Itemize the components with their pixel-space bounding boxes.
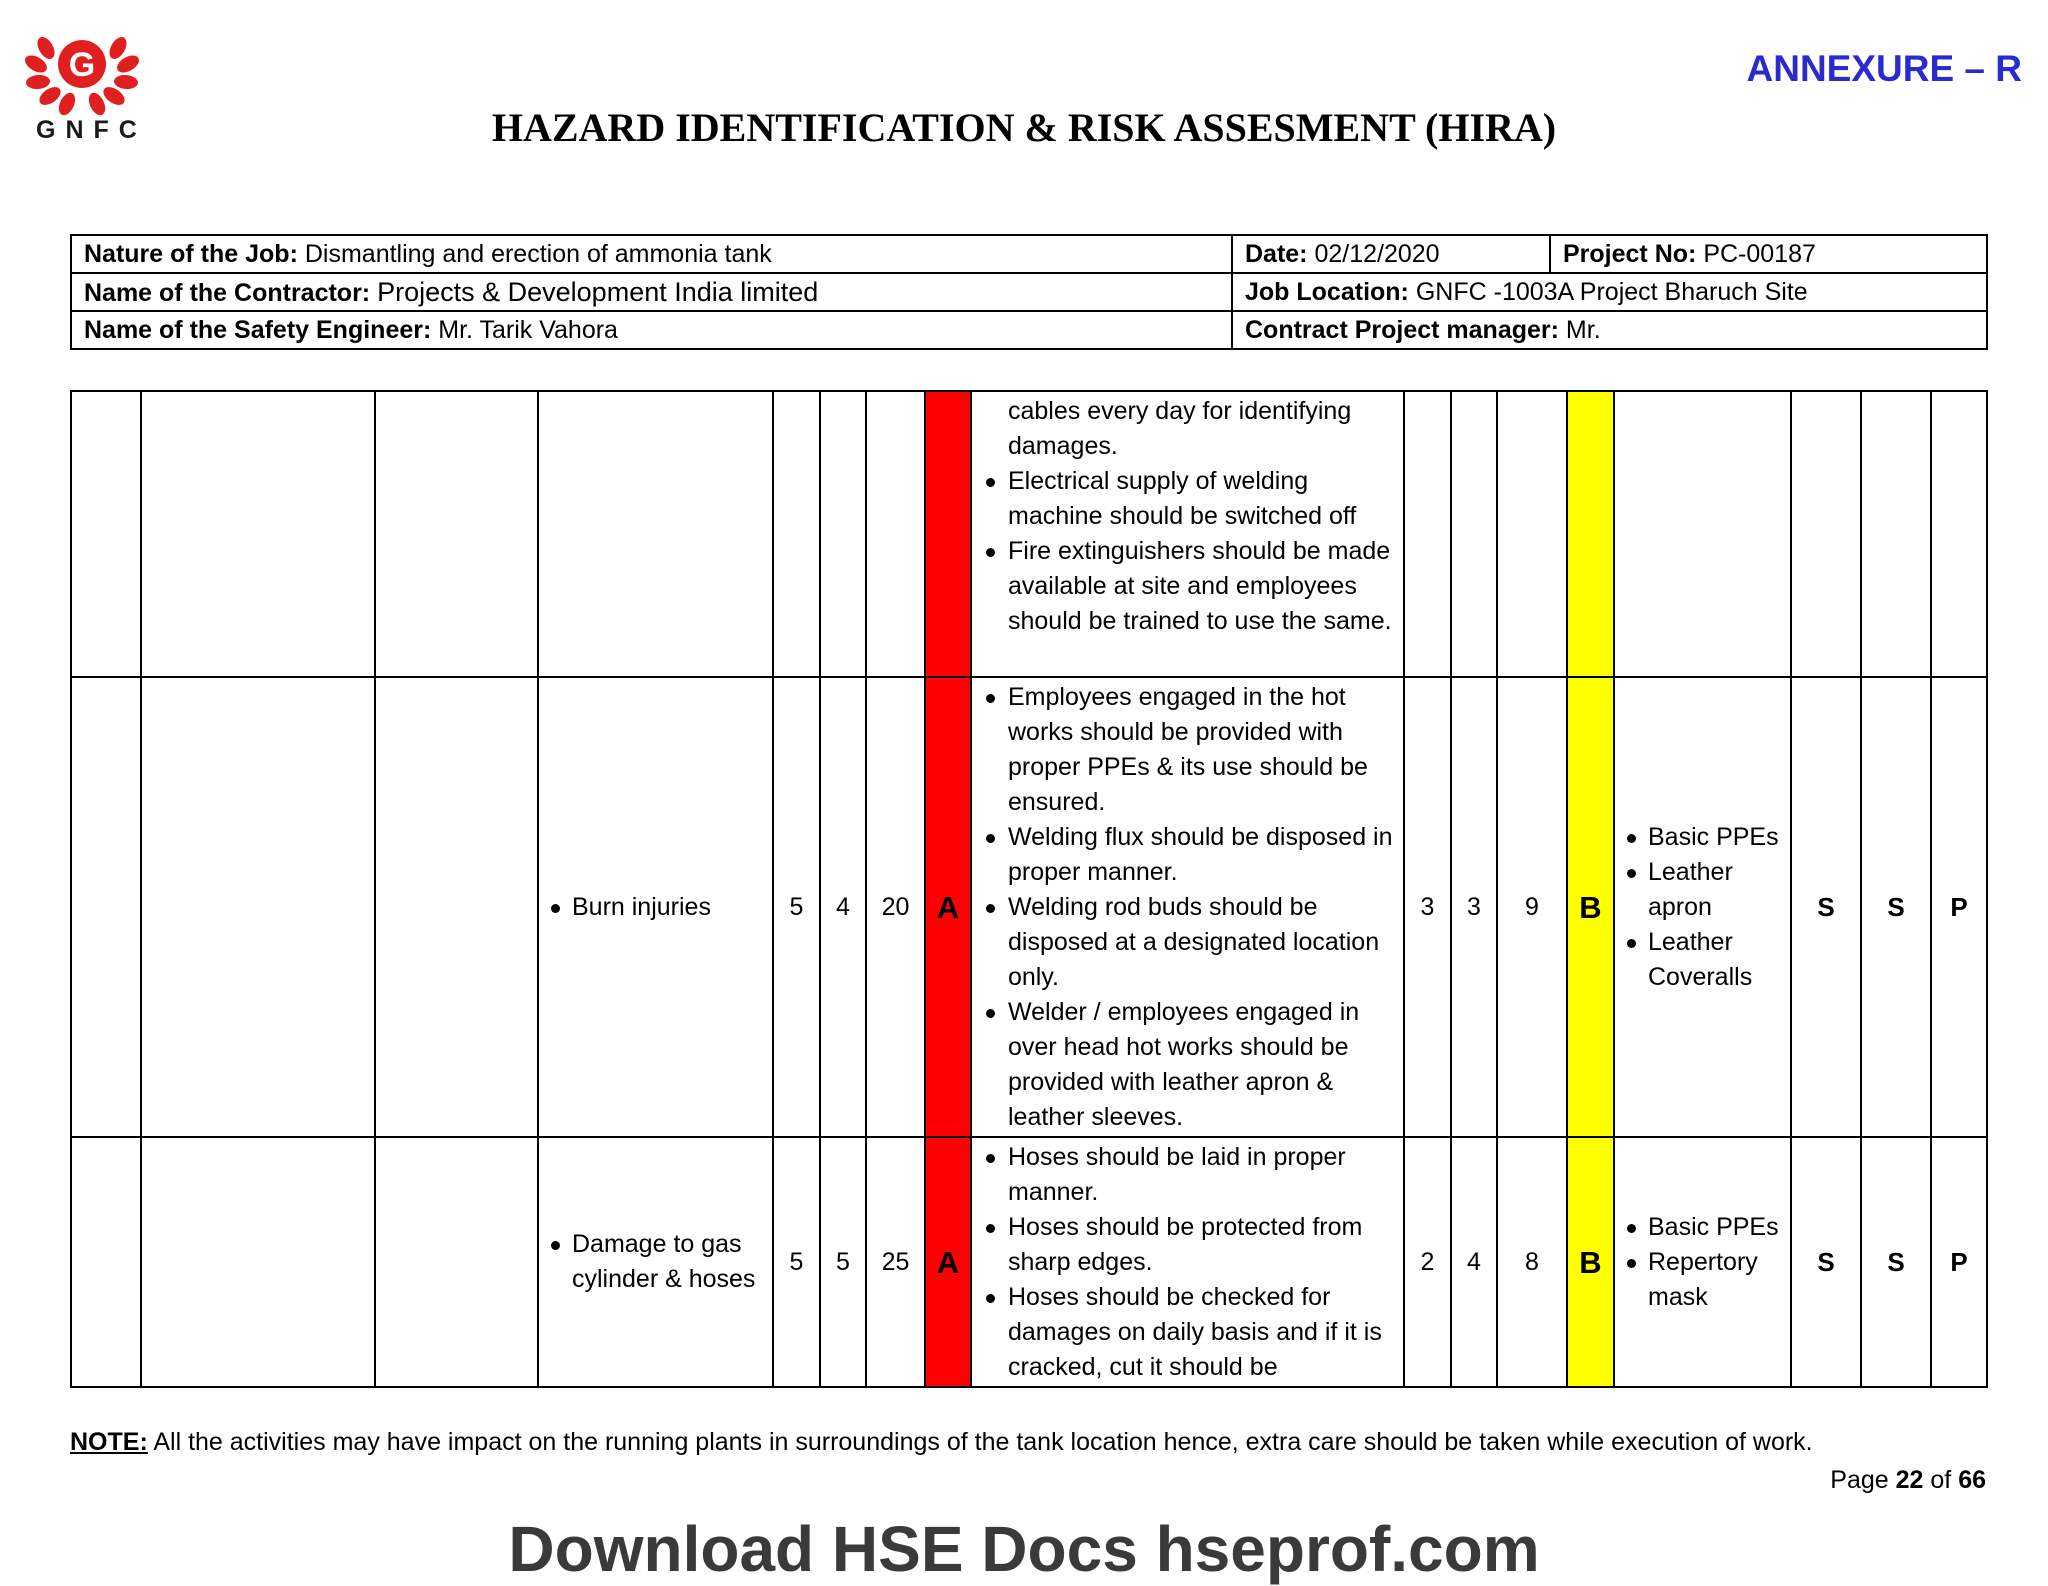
page-number: Page 22 of 66 [1830,1466,1986,1494]
safety-engineer-value: Mr. Tarik Vahora [438,315,618,344]
list-item: Hoses should be laid in proper manner. [972,1140,1403,1210]
list-item: Basic PPEs [1615,1210,1790,1245]
job-location-value: GNFC -1003A Project Bharuch Site [1415,277,1808,306]
risk-rating-cell: 25 [866,1137,925,1387]
residual-category-cell: B [1567,677,1614,1137]
class-cell-1: S [1791,1137,1861,1387]
project-manager-value: Mr. [1565,315,1601,344]
job-location-cell: Job Location: GNFC -1003A Project Bharuch Site [1232,273,1987,311]
hira-table [70,390,1988,1388]
hazard-cell [538,1137,773,1387]
residual-risk-rating-cell: 8 [1497,1137,1567,1387]
class-cell-1: S [1791,677,1861,1137]
class-cell-3: P [1931,1137,1987,1387]
page-title: HAZARD IDENTIFICATION & RISK ASSESMENT (HIRA) [491,105,1557,150]
probability-cell: 5 [773,677,820,1137]
ppe-cell [1614,391,1791,677]
date-cell: Date: 02/12/2020 [1232,235,1550,273]
date-value: 02/12/2020 [1314,239,1440,268]
nature-of-job-cell: Nature of the Job: Dismantling and erection of ammonia tank [71,235,1232,273]
severity-cell: 4 [820,677,866,1137]
annexure-label: ANNEXURE – R [1746,48,2022,89]
hazard-cell [538,677,773,1137]
project-no-value: PC-00187 [1703,239,1816,268]
list-item: Leather apron [1615,855,1790,925]
project-no-cell: Project No: PC-00187 [1550,235,1987,273]
list-item: Employees engaged in the hot works should be provided with proper PPEs & its use should be ensured. [972,680,1403,820]
list-item: Fire extinguishers should be made available at site and employees should be trained to use the same. [972,534,1403,639]
project-manager-cell: Contract Project manager: Mr. [1232,311,1987,349]
sub-activity-cell [375,677,538,1137]
info-row [71,235,1987,273]
list-item: Leather Coveralls [1615,925,1790,995]
logo-text: GNFC [36,116,147,144]
probability-cell [773,391,820,677]
residual-category-cell: B [1567,1137,1614,1387]
info-row [71,311,1987,349]
class-cell-2 [1861,391,1931,677]
residual-risk-rating-cell [1497,391,1567,677]
total-pages: 66 [1958,1466,1986,1494]
nature-of-job-value: Dismantling and erection of ammonia tank [304,239,772,268]
residual-probability-cell [1404,391,1451,677]
risk-category-cell: A [925,1137,971,1387]
residual-probability-cell: 3 [1404,677,1451,1137]
list-item: Burn injuries [539,890,772,925]
hira-row [71,1137,1987,1387]
list-item: Basic PPEs [1615,820,1790,855]
svg-text:G: G [68,46,96,84]
hira-row [71,677,1987,1137]
controls-cell [971,1137,1404,1387]
controls-cell [971,677,1404,1137]
activity-cell [141,391,375,677]
note-text [70,1428,1813,1457]
info-row [71,273,1987,311]
severity-cell: 5 [820,1137,866,1387]
list-item: Hoses should be checked for damages on daily basis and if it is cracked, cut it should be [972,1280,1403,1385]
residual-category-cell [1567,391,1614,677]
class-cell-2: S [1861,1137,1931,1387]
list-item: Welding flux should be disposed in proper manner. [972,820,1403,890]
activity-cell [141,677,375,1137]
note-body: All the activities may have impact on the running plants in surroundings of the tank location hence, extra care should be taken while execution of work. [147,1428,1813,1456]
note-label: NOTE: [70,1428,148,1456]
residual-severity-cell: 3 [1451,677,1497,1137]
contractor-value: Projects & Development India limited [377,276,819,307]
safety-engineer-cell: Name of the Safety Engineer: Mr. Tarik Vahora [71,311,1232,349]
list-item: Hoses should be protected from sharp edges. [972,1210,1403,1280]
list-item: Repertory mask [1615,1245,1790,1315]
residual-probability-cell: 2 [1404,1137,1451,1387]
sr-no-cell [71,391,141,677]
hira-row [71,391,1987,677]
severity-cell [820,391,866,677]
risk-category-cell: A [925,677,971,1137]
job-info-table [70,234,1988,350]
residual-severity-cell [1451,391,1497,677]
class-cell-1 [1791,391,1861,677]
probability-cell: 5 [773,1137,820,1387]
hazard-cell [538,391,773,677]
list-item: Electrical supply of welding machine should be switched off [972,464,1403,534]
ppe-cell [1614,1137,1791,1387]
contractor-cell: Name of the Contractor: Projects & Development India limited [71,273,1232,311]
class-cell-3: P [1931,677,1987,1137]
list-item: Welding rod buds should be disposed at a designated location only. [972,890,1403,995]
sub-activity-cell [375,1137,538,1387]
controls-cell [971,391,1404,677]
watermark-text: Download HSE Docs hseprof.com [508,1513,1540,1585]
sr-no-cell [71,1137,141,1387]
list-item: Welder / employees engaged in over head hot works should be provided with leather apron & leather sleeves. [972,995,1403,1135]
residual-severity-cell: 4 [1451,1137,1497,1387]
class-cell-3 [1931,391,1987,677]
sr-no-cell [71,677,141,1137]
activity-cell [141,1137,375,1387]
risk-category-cell [925,391,971,677]
sub-activity-cell [375,391,538,677]
risk-rating-cell [866,391,925,677]
residual-risk-rating-cell: 9 [1497,677,1567,1137]
list-item: cables every day for identifying damages. [1008,397,1352,460]
class-cell-2: S [1861,677,1931,1137]
risk-rating-cell: 20 [866,677,925,1137]
list-item: Damage to gas cylinder & hoses [539,1227,772,1297]
current-page: 22 [1895,1466,1924,1494]
ppe-cell [1614,677,1791,1137]
